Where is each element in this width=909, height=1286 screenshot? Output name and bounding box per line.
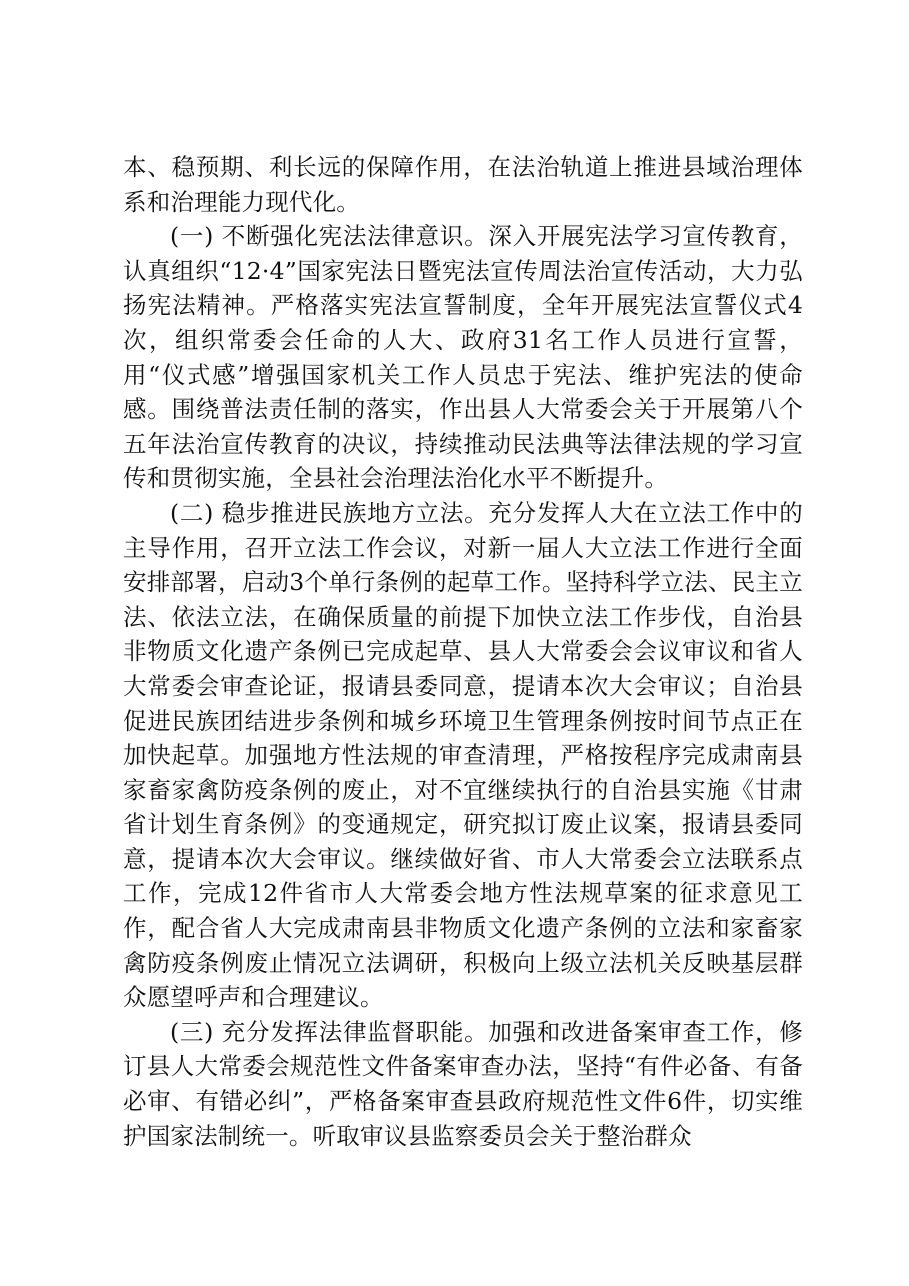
paragraph-section-3: (三) 充分发挥法律监督职能。加强和改进备案审查工作，修订县人大常委会规范性文件备案审查办法，坚持“有件必备、有备必审、有错必纠”，严格备案审查县政府规范性文件6件，切实维护国家法制统一。听取审议县监察委员会关于整治群众 [123, 1017, 803, 1150]
paragraph-continuation: 本、稳预期、利长远的保障作用，在法治轨道上推进县域治理体系和治理能力现代化。 [123, 153, 803, 216]
paragraph-section-1: (一) 不断强化宪法法律意识。深入开展宪法学习宣传教育，认真组织“12·4”国家宪法日暨宪法宣传周法治宣传活动，大力弘扬宪法精神。严格落实宪法宣誓制度，全年开展宪法宣誓仪式4次，组织常委会任命的人大、政府31名工作人员进行宣誓，用“仪式感”增强国家机关工作人员忠于宪法、维护宪法的使命感。围绕普法责任制的落实，作出县人大常委会关于开展第八个五年法治宣传教育的决议，持续推动民法典等法律法规的学习宣传和贯彻实施，全县社会治理法治化水平不断提升。 [123, 222, 803, 493]
paragraph-section-2: (二) 稳步推进民族地方立法。充分发挥人大在立法工作中的主导作用，召开立法工作会议，对新一届人大立法工作进行全面安排部署，启动3个单行条例的起草工作。坚持科学立法、民主立法、依法立法，在确保质量的前提下加快立法工作步伐，自治县非物质文化遗产条例已完成起草、县人大常委会会议审议和省人大常委会审查论证，报请县委同意，提请本次大会审议；自治县促进民族团结进步条例和城乡环境卫生管理条例按时间节点正在加快起草。加强地方性法规的审查清理，严格按程序完成肃南县家畜家禽防疫条例的废止，对不宜继续执行的自治县实施《甘肃省计划生育条例》的变通规定，研究拟订废止议案，报请县委同意，提请本次大会审议。继续做好省、市人大常委会立法联系点工作，完成12件省市人大常委会地方性法规草案的征求意见工作，配合省人大完成肃南县非物质文化遗产条例的立法和家畜家禽防疫条例废止情况立法调研，积极向上级立法机关反映基层群众愿望呼声和合理建议。 [123, 498, 803, 1012]
document-body [123, 150, 803, 1153]
